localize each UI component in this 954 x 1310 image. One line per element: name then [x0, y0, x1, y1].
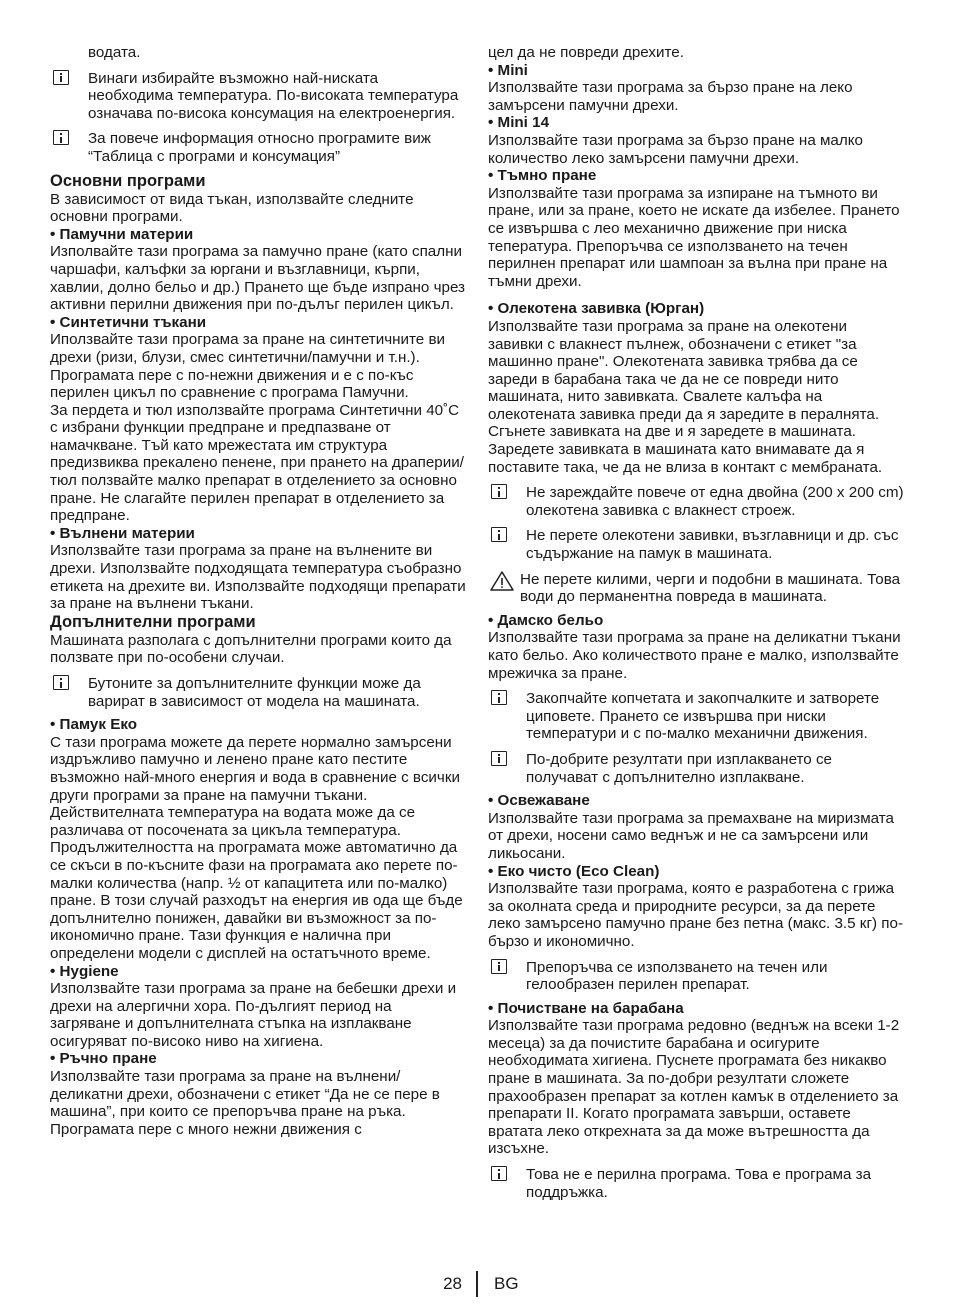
paragraph: С тази програма можете да перете нормално замърсени издръжливо памучно и ленено пране като пестите възможно най-много енергия и вода в сравнение с всички други програми за пране на памучни тъкани. Действителната температура на водата може да се различава от посочената за цикъла температура. Продължителността на програмата може автоматично да се скъси в по-късните фази на програмата ако перете по-малки количества (напр. ½ от капацитета или по-малко) пране. В този случай разходът на енергия ив ода ще бъде допълнително понижен, давайки ви възможност за по-икономично пране. Тази функция е налична при определени модели с дисплей на остатъчното време.	[50, 733, 463, 962]
info-icon	[488, 959, 526, 979]
info-icon	[488, 751, 526, 771]
warning-triangle-icon	[488, 571, 520, 591]
program-title: • Синтетични тъкани	[50, 313, 207, 331]
paragraph: Използвайте тази програма, която е разработена с грижа за околната среда и природните ресурси, за да перете леко замърсено памучно пране без петна (макс. 3.5 кг) по-бързо и икономично.	[488, 880, 904, 950]
program-title: • Почистване на барабана	[488, 999, 684, 1017]
warning-note	[488, 571, 904, 606]
program-title: • Mini	[488, 61, 528, 79]
note-text: Не зареждайте повече от една двойна (200 x 200 cm) олекотена завивка с влакнест строеж.	[526, 484, 904, 519]
paragraph: Използвайте тази програма за пране на вълнени/деликатни дрехи, обозначени с етикет “Да не се пере в машина”, при които се препоръчва пране на ръка. Програмата пере с много нежни движения с	[50, 1068, 440, 1138]
spacer	[488, 290, 904, 300]
paragraph: Използвайте тази програма за пране на олекотени завивки с влакнест пълнеж, обозначени с етикет "за машинно пране". Олекотената завивка трябва да се зареди в барабана така че да не се повреди нито машината, нито завивката. Свалете калъфа на олекотената завивка преди да я заредите в пералнята. Сгънете завивката на две и я заредете в машината. Заредете завивката в машината като внимавате да я поставите така, че да не влиза в контакт с мембраната.	[488, 317, 883, 476]
program-title: • Тъмно пране	[488, 167, 597, 185]
note-text: За повече информация относно програмите виж “Таблица с програми и консумация”	[88, 130, 431, 165]
note-text: Не перете килими, черги и подобни в машината. Това води до перманентна повреда в машината.	[520, 570, 901, 606]
left-column	[50, 44, 466, 1138]
info-icon	[50, 130, 88, 150]
paragraph: Използвайте тази програма за пране на деликатни тъкани като бельо. Ако количеството пране е малко, използвайте мрежичка за пране.	[488, 629, 901, 682]
program-title: • Освежаване	[488, 792, 590, 810]
info-icon	[488, 527, 526, 547]
program-title: • Hygiene	[50, 962, 119, 980]
section-heading: Допълнителни програми	[50, 612, 256, 631]
paragraph: Използвайте тази програма за бързо пране на малко количество леко замърсени памучни дрехи.	[488, 131, 863, 167]
program-title: • Вълнени материи	[50, 524, 195, 542]
paragraph: Използвайте тази програма за премахване на миризмата от дрехи, носени само веднъж и не са замърсени или ликьосани.	[488, 809, 894, 862]
info-note	[488, 527, 904, 562]
program-title: • Mini 14	[488, 114, 550, 132]
paragraph: В зависимост от вида тъкан, използвайте следните основни програми.	[50, 190, 414, 226]
program-title: • Олекотена завивка (Юрган)	[488, 300, 705, 318]
info-note	[488, 484, 904, 519]
page-number: 28	[443, 1274, 462, 1293]
section-heading: Основни програми	[50, 171, 206, 190]
note-text: Това не е перилна програма. Това е програма за поддръжка.	[526, 1166, 872, 1201]
paragraph: Машината разполага с допълнителни програми които да ползвате при по-особени случаи.	[50, 631, 452, 667]
info-icon	[488, 484, 526, 504]
note-text: Препоръчва се използването на течен или гелообразен перилен препарат.	[526, 958, 828, 994]
info-icon	[488, 690, 526, 710]
info-note	[50, 675, 466, 710]
paragraph: Използвайте тази програма редовно (веднъж на всеки 1-2 месеца) за да почистите барабана и осигурите необходимата хигиена. Пуснете програмата без никакво пране в машината. За по-добри резултати сложете прахообразен препарат за котлен камък в отделението за препарати II. Когато програмата завърши, оставете вратата леко открехната за да може вътрешността да изсъхне.	[488, 1017, 900, 1158]
program-title: • Ръчно пране	[50, 1050, 157, 1068]
info-note	[488, 959, 904, 994]
language-code: BG	[494, 1274, 519, 1293]
paragraph: За пердета и тюл използвайте програма Синтетични 40˚C с избрани функции предпране и предпазване от намачкване. Тъй като мрежестата им структура предизвиква прекалено пенене, при прането на драперии/тюл ползвайте малко препарат в отделението за основно пране. Не слагайте перилен препарат в отделението за предпране.	[50, 401, 464, 525]
page-footer	[0, 1271, 954, 1301]
info-note	[488, 690, 904, 743]
info-note	[488, 751, 904, 786]
note-text: Закопчайте копчетата и закопчалките и затворете циповете. Прането се извършва при ниски температури и с по-малко механични движения.	[526, 690, 880, 743]
info-icon	[50, 70, 88, 90]
program-title: • Памук Еко	[50, 716, 138, 734]
program-title: • Еко чисто (Eco Clean)	[488, 862, 660, 880]
paragraph: Използвайте тази програма за пране на вълнените ви дрехи. Използвайте подходящата температура съобразно етикета на дрехите ви. Използвайте подходящи препарати за пране на вълнени тъкани.	[50, 542, 466, 613]
program-title: • Памучни материи	[50, 225, 194, 243]
footer-separator	[476, 1271, 478, 1297]
paragraph: цел да не повреди дрехите.	[488, 44, 684, 61]
info-icon	[50, 675, 88, 695]
note-text: По-добрите резултати при изплакването се получават с допълнително изплакване.	[526, 750, 833, 786]
right-column	[488, 44, 904, 1207]
paragraph: Използвайте тази програма за пране на бебешки дрехи и дрехи на алергични хора. По-дългият период на загряване и допълнителната стъпка на изплакване осигуряват по-високо ниво на хигиена.	[50, 980, 457, 1050]
paragraph: Иползвайте тази програма за пране на синтетичните ви дрехи (ризи, блузи, смес синтетични/памучни и т.н.). Програмата пере с по-нежни движения и е с по-къс перилен цикъл по сравнение с програма Памучни.	[50, 331, 446, 402]
paragraph: водата.	[88, 44, 141, 61]
program-title: • Дамско бельо	[488, 611, 604, 629]
info-note	[50, 130, 466, 165]
info-icon	[488, 1166, 526, 1186]
info-note	[488, 1166, 904, 1201]
paragraph: Използвайте тази програма за изпиране на тъмното ви пране, или за пране, което не искате да избелее. Прането се извършва с лео механично движение при ниска тепература. Препоръчва се използването на течен перилнен препарат или шампоан за вълна при пране на тъмни дрехи.	[488, 184, 900, 290]
note-text: Винаги избирайте възможно най-ниската необходима температура. По-високата температура означава по-висока консумация на електроенергия.	[88, 69, 459, 122]
note-text: Бутоните за допълнителните функции може да варират в зависимост от модела на машината.	[88, 675, 421, 710]
paragraph: Използвайте тази програма за бързо пране на леко замърсени памучни дрехи.	[488, 79, 853, 114]
paragraph: Изполвайте тази програма за памучно пране (като спални чаршафи, калъфки за юргани и възглавници, кърпи, хавлии, долно бельо и др.) Прането ще бъде изпрано чрез активни перилни движения при по-дълъг перилен цикъл.	[50, 243, 466, 314]
info-note	[50, 70, 466, 123]
note-text: Не перете олекотени завивки, възглавници и др. със съдържание на памук в машината.	[526, 527, 899, 563]
